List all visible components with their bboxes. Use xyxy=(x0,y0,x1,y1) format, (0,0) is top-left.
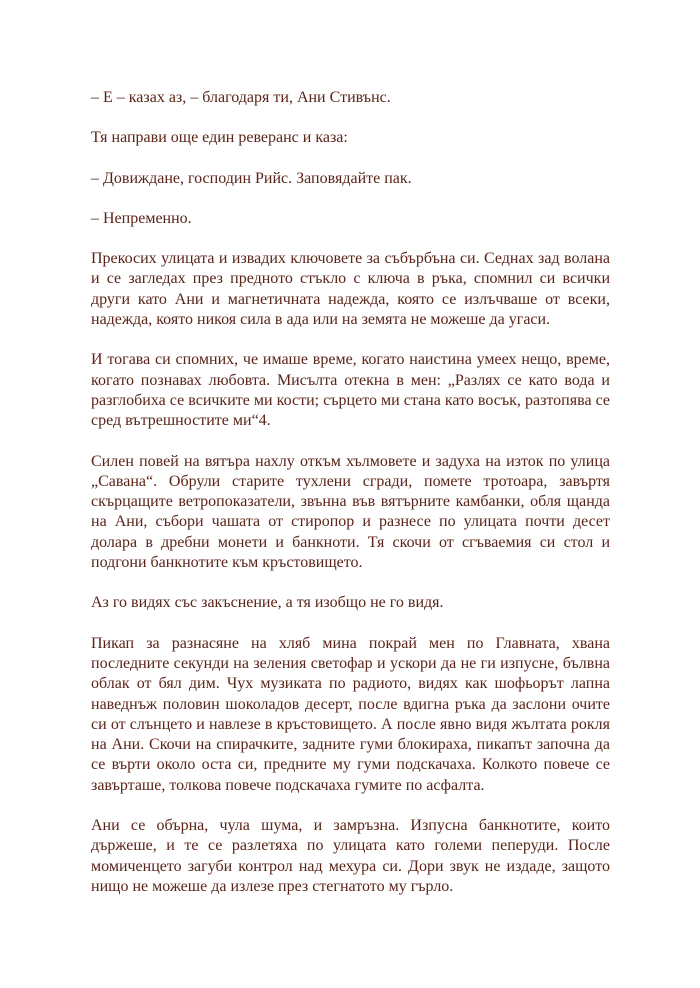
paragraph-narration-6: Пикап за разнасяне на хляб мина покрай мен по Главната, хвана последните секунди на зеления светофар и ускори да не ги изпусне, бълвна облак от бял дим. Чух музиката по радиото, видях как шофьорът лапна наведнъж половин шоколадов десерт, после вдигна ръка да заслони очите си от слънцето и навлезе в кръстовището. А после явно видя жълтата рокля на Ани. Скочи на спирачките, задните гуми блокираха, пикапът започна да се върти около оста си, предните му гуми подскачаха. Колкото повече се завърташе, толкова повече подскачаха гумите по асфалта. xyxy=(91,634,610,794)
paragraph-dialogue-1: – Е – казах аз, – благодаря ти, Ани Стивънс. xyxy=(91,89,391,106)
paragraph-narration-5: Аз го видях със закъснение, а тя изобщо не го видя. xyxy=(91,594,444,612)
paragraph-narration-1: Тя направи още един реверанс и каза: xyxy=(91,129,348,147)
paragraph-narration-7: Ани се обърна, чула шума, и замръзна. Изпусна банкнотите, които държеше, и те се разлетяха по улицата като големи пеперуди. После момиченцето загуби контрол над мехура си. Дори звук не издаде, защото нищо не можеше да излезе през стегнатото му гърло. xyxy=(91,817,610,895)
paragraph-narration-2: Прекосих улицата и извадих ключовете за събърбъна си. Седнах зад волана и се загледах през предното стъкло с ключа в ръка, спомнил си всички други като Ани и магнетичната надежда, която се излъчваше от всеки, надежда, която никоя сила в ада или на земята не можеше да угаси. xyxy=(91,250,610,329)
body-text xyxy=(91,88,610,917)
paragraph-dialogue-3: – Непременно. xyxy=(91,209,192,227)
paragraph-narration-3: И тогава си спомних, че имаше време, когато наистина умеех нещо, време, когато познавах любовта. Мисълта отекна в мен: „Разлях се като вода и разглобиха се всичките ми кости; сърцето ми стана като восък, разтопява се сред вътрешностите ми“4. xyxy=(91,351,610,430)
paragraph-dialogue-2: – Довиждане, господин Рийс. Заповядайте пак. xyxy=(91,169,412,187)
paragraph-narration-4: Силен повей на вятъра нахлу откъм хълмовете и задуха на изток по улица „Савана“. Обрули старите тухлени сгради, помете тротоара, завъртя скърцащите ветропоказатели, звънна във вятърните камбанки, обля щанда на Ани, събори чашата от стиропор и разнесе по улицата почти десет долара в дребни монети и банкноти. Тя скочи от сгъваемия си стол и подгони банкнотите към кръстовището. xyxy=(91,452,610,572)
